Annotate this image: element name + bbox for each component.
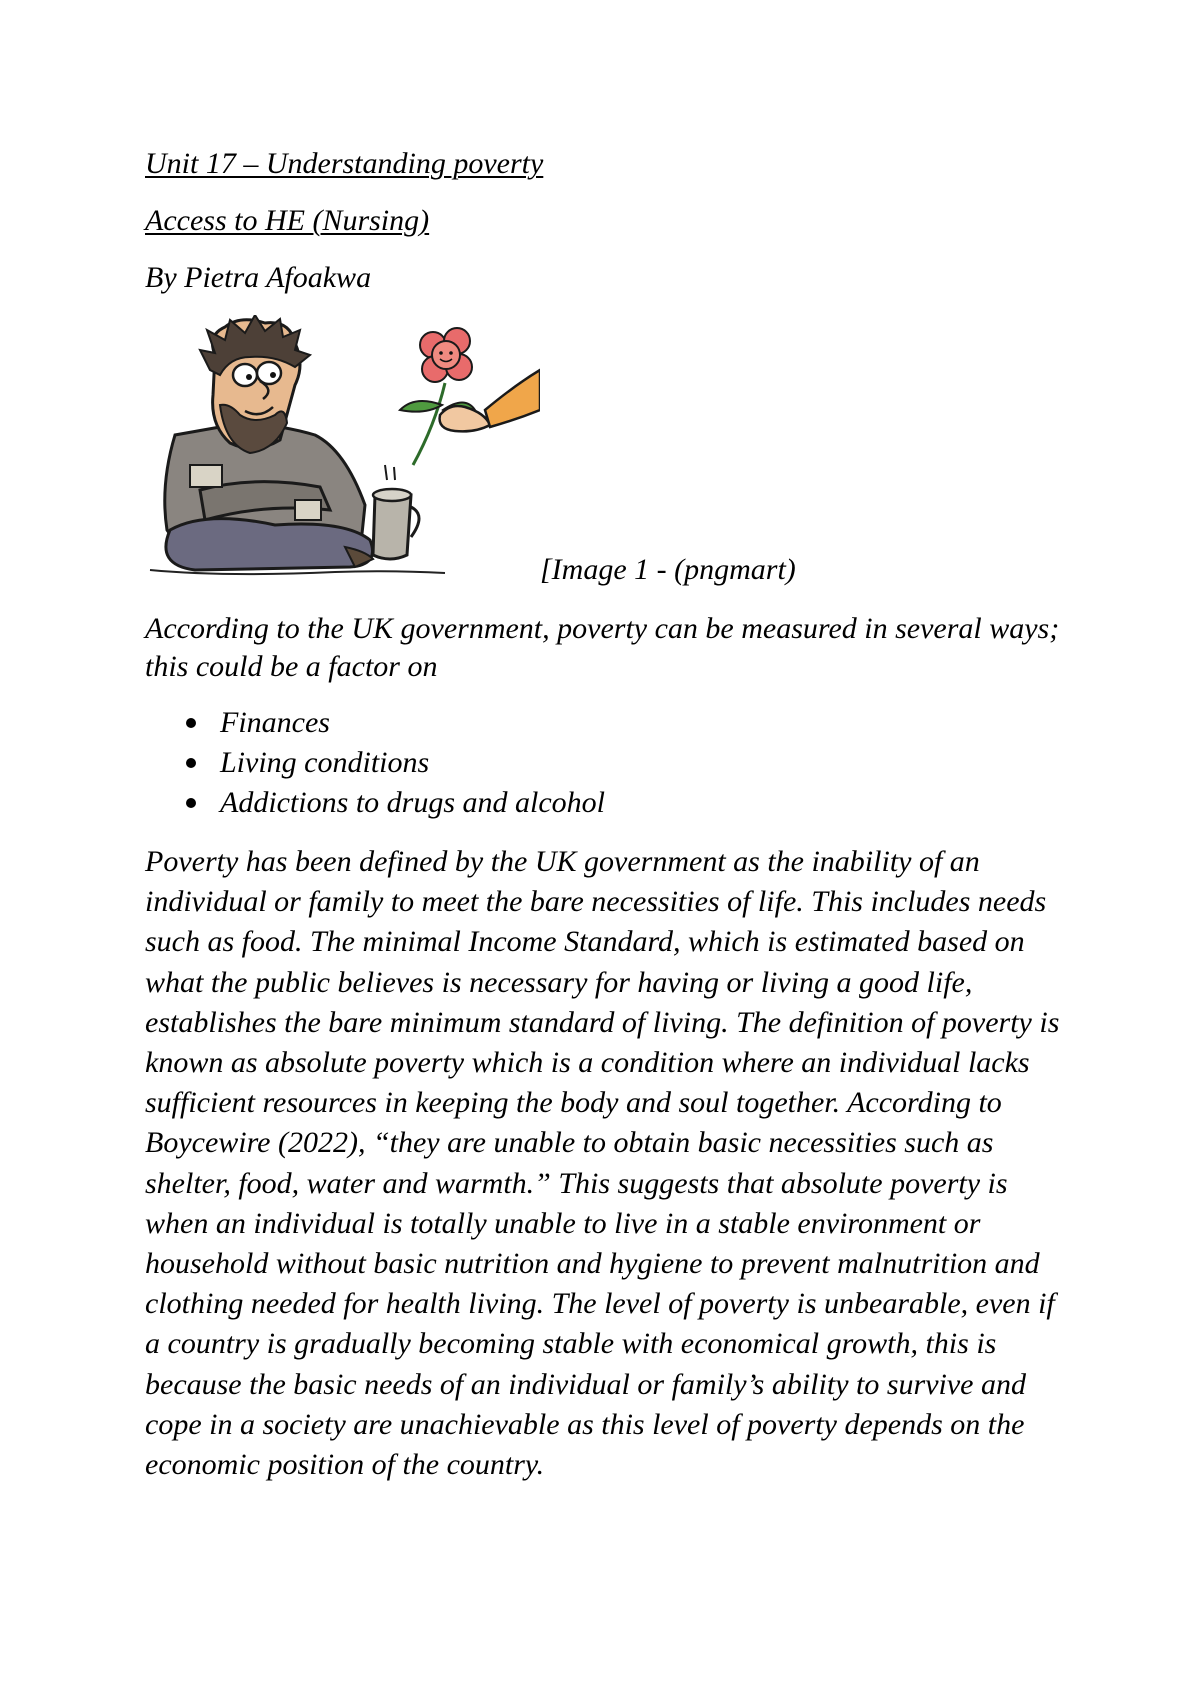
bullet-icon <box>186 758 196 768</box>
author-line: By Pietra Afoakwa <box>145 261 372 294</box>
intro-paragraph: According to the UK government, poverty can be measured in several ways; this could be a factor on <box>145 612 1060 683</box>
image-caption: [Image 1 - (pngmart) <box>540 553 796 586</box>
homeless-man-flower-illustration <box>145 315 540 585</box>
bullet-icon <box>186 798 196 808</box>
list-item <box>145 703 605 743</box>
list-item-text: Finances <box>220 706 330 739</box>
document-title: Unit 17 – Understanding poverty <box>145 147 544 180</box>
course-name: Access to HE (Nursing) <box>145 204 430 237</box>
list-item <box>145 783 605 823</box>
factor-list <box>145 703 605 823</box>
bullet-icon <box>186 718 196 728</box>
body-paragraph: Poverty has been defined by the UK government as the inability of an individual or family to meet the bare necessities of life. This includes needs such as food. The minimal Income Standard, which is estimated based on what the public believes is necessary for having or living a good life, establishes the bare minimum standard of living. The definition of poverty is known as absolute poverty which is a condition where an individual lacks sufficient resources in keeping the body and soul together. According to Boycewire (2022), “they are unable to obtain basic necessities such as shelter, food, water and warmth.” This suggests that absolute poverty is when an individual is totally unable to live in a stable environment or household without basic nutrition and hygiene to prevent malnutrition and clothing needed for health living. The level of poverty is unbearable, even if a country is gradually becoming stable with economical growth, this is because the basic needs of an individual or family’s ability to survive and cope in a society are unachievable as this level of poverty depends on the economic position of the country. <box>145 845 1060 1482</box>
list-item <box>145 743 605 783</box>
list-item-text: Addictions to drugs and alcohol <box>220 786 605 819</box>
list-item-text: Living conditions <box>220 746 430 779</box>
